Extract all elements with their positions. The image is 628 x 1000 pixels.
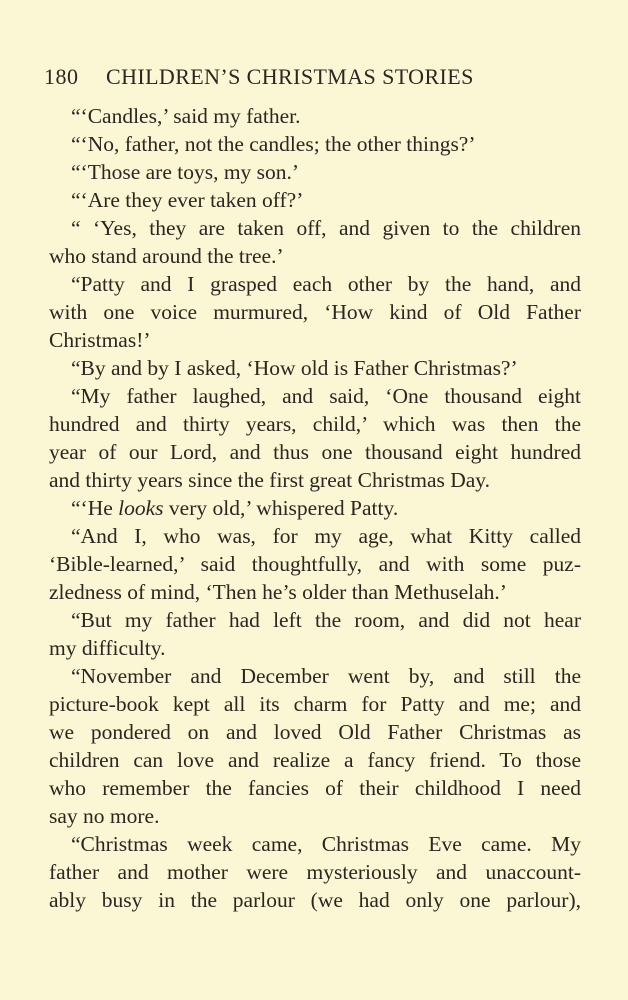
text-line: with one voice murmured, ‘How kind of Old Father [49, 300, 581, 324]
text-line: year of our Lord, and thus one thousand eight hundred [49, 440, 581, 464]
text-line: ably busy in the parlour (we had only one parlour), [49, 888, 581, 912]
text-segment: “‘He [71, 496, 119, 520]
text-line: “‘Those are toys, my son.’ [71, 160, 300, 184]
text-line: “‘Are they ever taken off?’ [71, 188, 304, 212]
text-line: who stand around the tree.’ [49, 244, 284, 268]
text-line: who remember the fancies of their childhood I need [49, 776, 581, 800]
text-line: “‘No, father, not the candles; the other things?’ [71, 132, 476, 156]
running-title: CHILDREN’S CHRISTMAS STORIES [106, 64, 474, 89]
text-line: Christmas!’ [49, 328, 151, 352]
text-line: we pondered on and loved Old Father Christmas as [49, 720, 581, 744]
text-line: “‘Candles,’ said my father. [71, 104, 301, 128]
text-line: say no more. [49, 804, 160, 828]
body-text [49, 102, 581, 914]
text-line [49, 494, 581, 522]
text-line: zledness of mind, ‘Then he’s older than Methuselah.’ [49, 580, 507, 604]
text-line: father and mother were mysteriously and unaccount- [49, 860, 581, 884]
text-line: “Patty and I grasped each other by the hand, and [71, 272, 581, 296]
italic-word: looks [118, 496, 164, 520]
text-line: “By and by I asked, ‘How old is Father Christmas?’ [71, 356, 518, 380]
text-line: “Christmas week came, Christmas Eve came. My [71, 832, 581, 856]
text-line: ‘Bible-learned,’ said thoughtfully, and with some puz- [49, 552, 581, 576]
text-line: my difficulty. [49, 636, 166, 660]
text-line: children can love and realize a fancy friend. To those [49, 748, 581, 772]
running-head [44, 62, 584, 92]
page-number: 180 [44, 64, 79, 89]
text-line: “My father laughed, and said, ‘One thousand eight [71, 384, 581, 408]
text-line: “November and December went by, and still the [71, 664, 581, 688]
text-line: “And I, who was, for my age, what Kitty called [71, 524, 581, 548]
text-line: “ ‘Yes, they are taken off, and given to the children [71, 216, 581, 240]
text-line: “But my father had left the room, and did not hear [71, 608, 581, 632]
text-line: picture-book kept all its charm for Patty and me; and [49, 692, 581, 716]
text-segment: very old,’ whispered Patty. [163, 496, 399, 520]
text-line: hundred and thirty years, child,’ which was then the [49, 412, 581, 436]
text-line: and thirty years since the first great Christmas Day. [49, 468, 491, 492]
